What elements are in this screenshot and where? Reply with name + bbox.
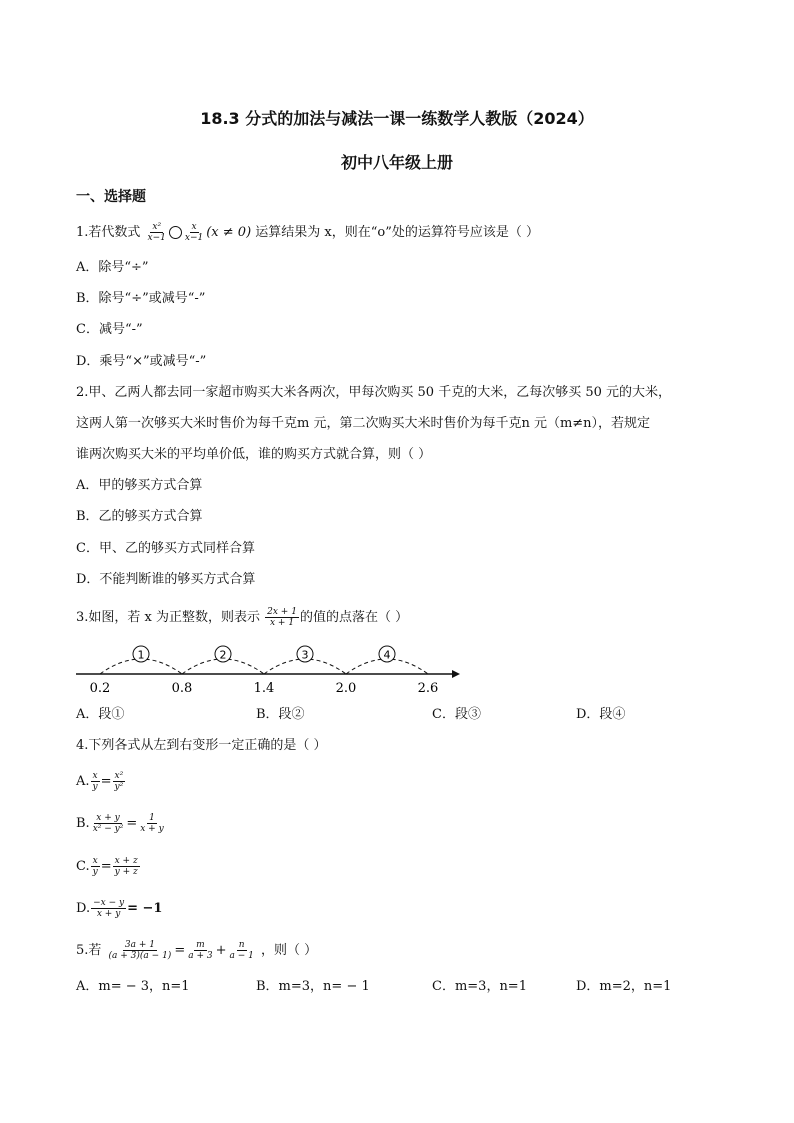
q4-option-b[interactable]: B. $\frac{x + y}{\text{x² − y²}}$ = $\frac{1}{x + y}$	[76, 813, 164, 834]
q5-option-c[interactable]: C．m=3，n=1	[432, 979, 527, 994]
q1-option-d[interactable]: D．乘号“×”或减号“-”	[76, 354, 207, 369]
q5-suffix: ，则（ ）	[260, 943, 318, 958]
q4b-lhs	[91, 813, 126, 834]
q3-frac-den: x + 1	[270, 618, 295, 628]
q4d-lhs-num: −x − y	[93, 898, 125, 908]
q4b-lhs-den: x² − y²	[92, 824, 124, 834]
question-2-line-3: 谁两次购买大米的平均单价低，谁的购买方式就合算，则（ ）	[76, 447, 432, 462]
q5-f3-den: a − 1	[229, 951, 254, 961]
q5-fraction-3	[227, 940, 255, 961]
question-3-stem	[76, 607, 408, 628]
q3-prefix: 3.如图，若 x 为正整数，则表示	[76, 610, 260, 625]
q1-frac2-num: x	[191, 222, 197, 232]
question-4-stem: 4.下列各式从左到右变形一定正确的是（ ）	[76, 738, 327, 753]
q5-f2-den: a + 3	[188, 951, 213, 961]
q4b-label: B.	[76, 816, 90, 831]
q1-option-b[interactable]: B．除号“÷”或减号“-”	[76, 291, 206, 306]
document-subtitle: 初中八年级上册	[340, 153, 453, 172]
q4a-lhs-den: y	[92, 782, 98, 792]
q1-condition: (x ≠ 0)	[206, 225, 252, 240]
tick-label: 0.2	[89, 681, 111, 696]
q4c-rhs-num: x + z	[114, 856, 138, 866]
q4a-rhs-den: y²	[114, 782, 124, 792]
q4a-lhs-num: x	[92, 771, 98, 781]
q5-f1-den: (a + 3)(a − 1)	[108, 951, 172, 961]
tick-label: 2.0	[335, 681, 357, 696]
segment-label: 4	[383, 648, 391, 662]
q4d-rhs: = −1	[127, 901, 163, 916]
q5-f1-num: 3a + 1	[124, 940, 155, 950]
question-1-stem	[76, 222, 539, 243]
q4a-rhs-num: x²	[114, 771, 124, 781]
q1-fraction-1	[146, 222, 168, 243]
q4b-rhs-num: 1	[149, 813, 155, 823]
q4-option-a[interactable]: A. $\frac{x}{y}$ = $\frac{\text{x²}}{\text{y²}}$	[76, 771, 124, 792]
q3-option-c[interactable]: C．段③	[432, 707, 481, 722]
q1-option-a[interactable]: A．除号“÷”	[76, 260, 149, 275]
circle-operator-icon	[169, 226, 182, 239]
q1-option-c[interactable]: C．减号“-”	[76, 322, 143, 337]
q3-frac-num: 2x + 1	[267, 607, 297, 617]
question-2-line-2: 这两人第一次够买大米时售价为每千克m 元，第二次购买大米时售价为每千克n 元（m≠n），若规定	[76, 416, 651, 431]
q5-fraction-2	[186, 940, 214, 961]
q4-option-c[interactable]: C. $\frac{x}{y}$ = $\frac{x + z}{y + z}$	[76, 856, 138, 877]
q5-option-d[interactable]: D．m=2，n=1	[576, 979, 672, 994]
q5-prefix: 5.若	[76, 943, 102, 958]
tick-label: 2.6	[417, 681, 439, 696]
question-5-stem: 5.若 $\frac{3a + 1}{(a + 3)(a - 1)}$ = $\frac{m}{a + 3}$ + $\frac{n}{a - 1}$ ，则（ ）	[76, 940, 318, 961]
q1-frac1-den: x−1	[147, 233, 166, 243]
q3-option-a[interactable]: A．段①	[76, 707, 125, 722]
q4c-lhs	[91, 856, 100, 877]
q2-option-c[interactable]: C．甲、乙的够买方式同样合算	[76, 541, 255, 556]
tick-label: 1.4	[253, 681, 275, 696]
arrow-right-icon	[452, 670, 460, 678]
q5-f3-num: n	[238, 940, 245, 950]
q2-option-b[interactable]: B．乙的够买方式合算	[76, 509, 203, 524]
section-heading: 一、选择题	[76, 189, 146, 205]
segment-label: 3	[301, 648, 309, 662]
tick-label: 0.8	[171, 681, 193, 696]
question-2-line-1: 2.甲、乙两人都去同一家超市购买大米各两次，甲每次购买 50 千克的大米，乙每次够买 50 元的大米，	[76, 385, 672, 400]
q5-option-b[interactable]: B．m=3，n= − 1	[256, 979, 370, 994]
segment-label: 1	[137, 648, 145, 662]
q5-fraction-1	[107, 940, 174, 961]
q4-option-d[interactable]	[76, 898, 162, 919]
q4a-rhs	[113, 771, 126, 792]
q4c-rhs	[113, 856, 140, 877]
q4b-rhs	[138, 813, 165, 834]
q1-frac2-den: x−1	[184, 233, 204, 243]
q1-prefix: 1.若代数式	[76, 225, 141, 240]
q3-option-b[interactable]: B．段②	[256, 707, 305, 722]
q4b-rhs-den: x + y	[140, 824, 164, 834]
q4c-label: C.	[76, 859, 90, 874]
number-line-figure	[70, 640, 470, 696]
q4d-lhs	[91, 898, 126, 919]
q4c-lhs-num: x	[92, 856, 98, 866]
segment-label: 2	[219, 648, 227, 662]
q4c-rhs-den: y + z	[114, 867, 138, 877]
document-title: 18.3 分式的加法与减法一课一练数学人教版（2024）	[200, 109, 594, 128]
q1-fraction-2	[183, 222, 205, 243]
q4a-label: A.	[76, 774, 90, 789]
q4a-lhs	[91, 771, 100, 792]
q3-suffix: 的值的点落在（ ）	[299, 610, 409, 625]
q4b-lhs-num: x + y	[96, 813, 120, 823]
q5-f2-num: m	[196, 940, 205, 950]
q1-frac1-num: x²	[152, 222, 162, 232]
q4d-label: D.	[76, 901, 91, 916]
q3-option-d[interactable]: D．段④	[576, 707, 626, 722]
q5-option-a[interactable]: A．m= − 3，n=1	[76, 979, 190, 994]
q3-fraction	[265, 607, 299, 628]
q4c-lhs-den: y	[92, 867, 98, 877]
q2-option-a[interactable]: A．甲的够买方式合算	[76, 478, 203, 493]
q2-option-d[interactable]: D．不能判断谁的够买方式合算	[76, 572, 256, 587]
q4d-lhs-den: x + y	[96, 909, 121, 919]
q1-suffix: 运算结果为 x，则在“o”处的运算符号应该是（ ）	[255, 225, 539, 240]
